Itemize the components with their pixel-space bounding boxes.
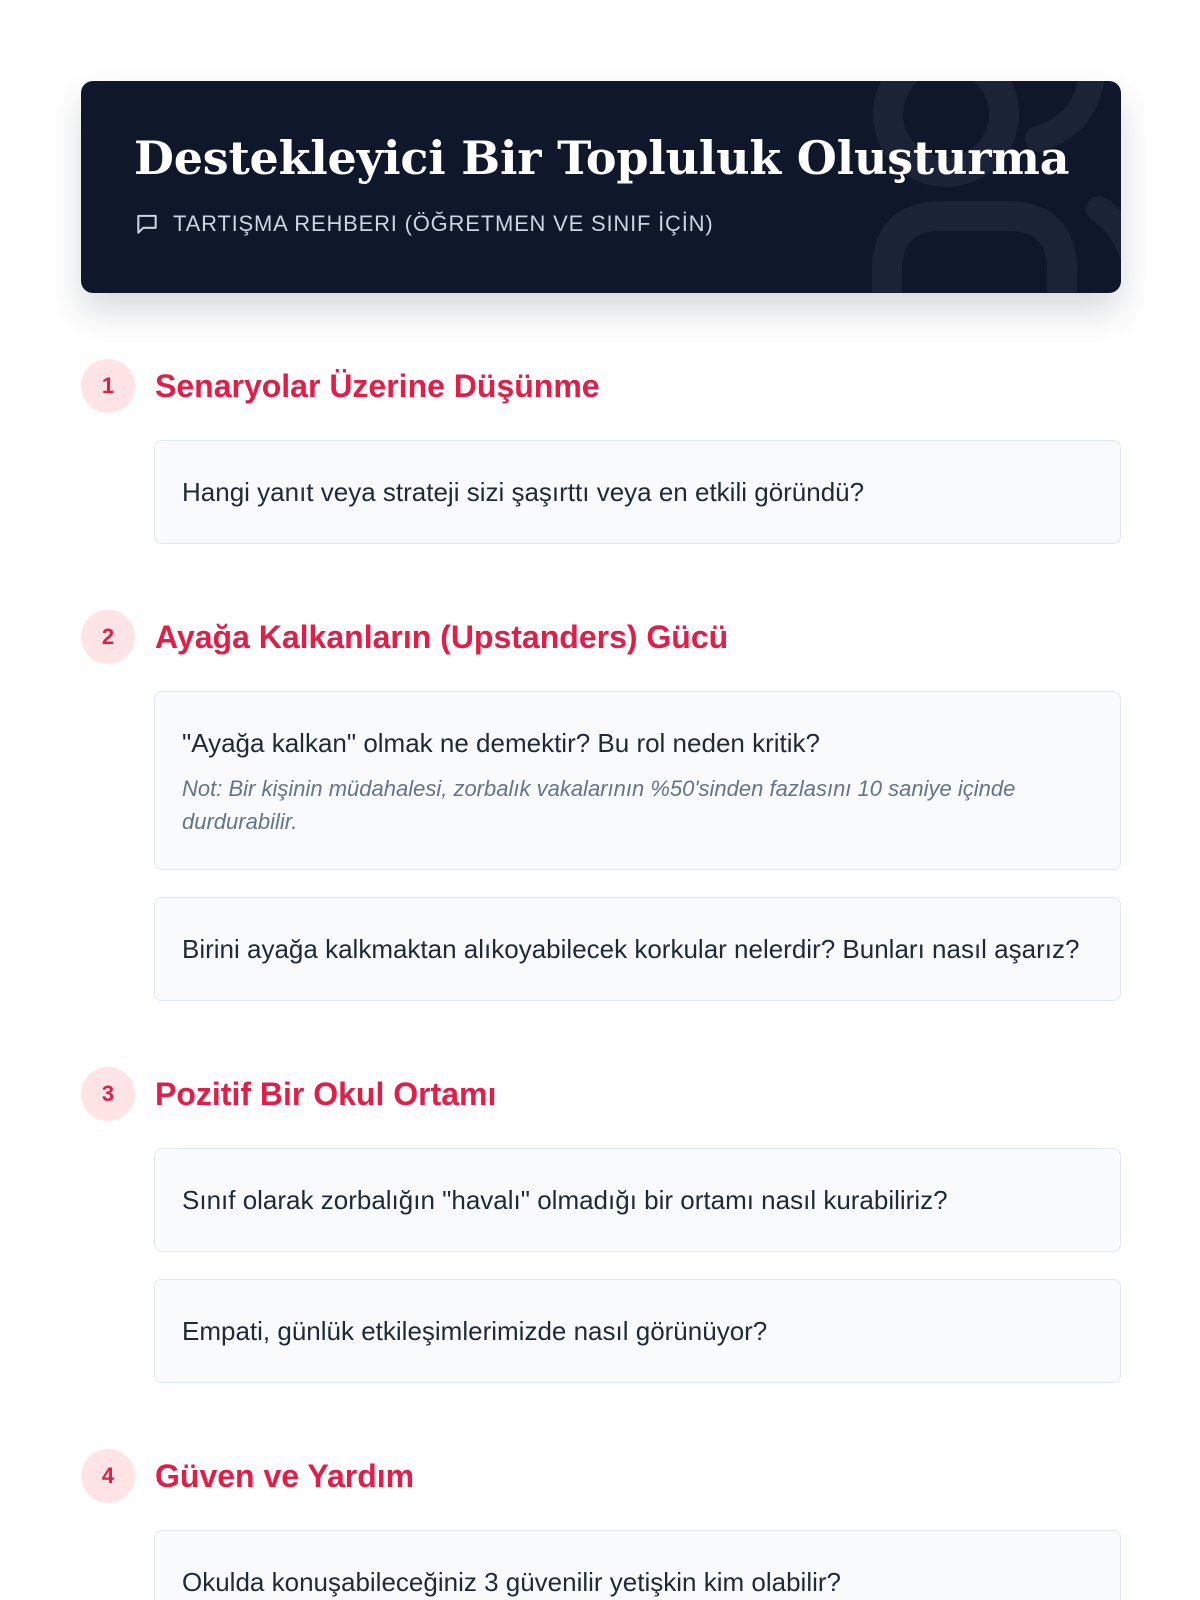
question-note: Not: Bir kişinin müdahalesi, zorbalık vakalarının %50'sinden fazlasını 10 saniye içinde durdurabilir. bbox=[182, 776, 1016, 834]
question-card bbox=[154, 691, 1121, 870]
section-heading bbox=[81, 1449, 1121, 1503]
question-text: Okulda konuşabileceğiniz 3 güvenilir yetişkin kim olabilir? bbox=[182, 1567, 841, 1597]
section-heading bbox=[81, 610, 1121, 664]
section-title: Senaryolar Üzerine Düşünme bbox=[155, 367, 600, 404]
question-card bbox=[154, 1530, 1121, 1600]
question-text: Hangi yanıt veya strateji sizi şaşırttı veya en etkili göründü? bbox=[182, 477, 865, 507]
section-number: 2 bbox=[81, 610, 135, 664]
section-number: 3 bbox=[81, 1067, 135, 1121]
question-card bbox=[154, 440, 1121, 544]
section-title: Pozitif Bir Okul Ortamı bbox=[155, 1075, 497, 1112]
section-number: 4 bbox=[81, 1449, 135, 1503]
section-title: Güven ve Yardım bbox=[155, 1457, 415, 1494]
question-text: Sınıf olarak zorbalığın "havalı" olmadığı bir ortamı nasıl kurabiliriz? bbox=[182, 1185, 948, 1215]
question-card bbox=[154, 1148, 1121, 1252]
question-text: Birini ayağa kalkmaktan alıkoyabilecek korkular nelerdir? Bunları nasıl aşarız? bbox=[182, 934, 1080, 964]
page-title: Destekleyici Bir Topluluk Oluşturma bbox=[134, 131, 1070, 185]
guide-header bbox=[81, 81, 1121, 293]
subtitle-text: TARTIŞMA REHBERI (ÖĞRETMEN VE SINIF İÇİN) bbox=[173, 211, 714, 236]
section-title: Ayağa Kalkanların (Upstanders) Gücü bbox=[155, 618, 729, 655]
guide-subtitle bbox=[134, 211, 713, 237]
section-heading bbox=[81, 359, 1121, 413]
section-4 bbox=[81, 1449, 1121, 1600]
section-2 bbox=[81, 610, 1121, 1001]
question-text: "Ayağa kalkan" olmak ne demektir? Bu rol neden kritik? bbox=[182, 728, 820, 758]
discussion-guide bbox=[81, 81, 1121, 1600]
section-3 bbox=[81, 1067, 1121, 1383]
question-card bbox=[154, 1279, 1121, 1383]
question-card bbox=[154, 897, 1121, 1001]
discussion-sections bbox=[81, 359, 1121, 1600]
section-number: 1 bbox=[81, 359, 135, 413]
users-icon bbox=[851, 81, 1121, 293]
question-text: Empati, günlük etkileşimlerimizde nasıl görünüyor? bbox=[182, 1316, 768, 1346]
chat-bubble-icon bbox=[134, 211, 160, 237]
section-heading bbox=[81, 1067, 1121, 1121]
section-1 bbox=[81, 359, 1121, 544]
